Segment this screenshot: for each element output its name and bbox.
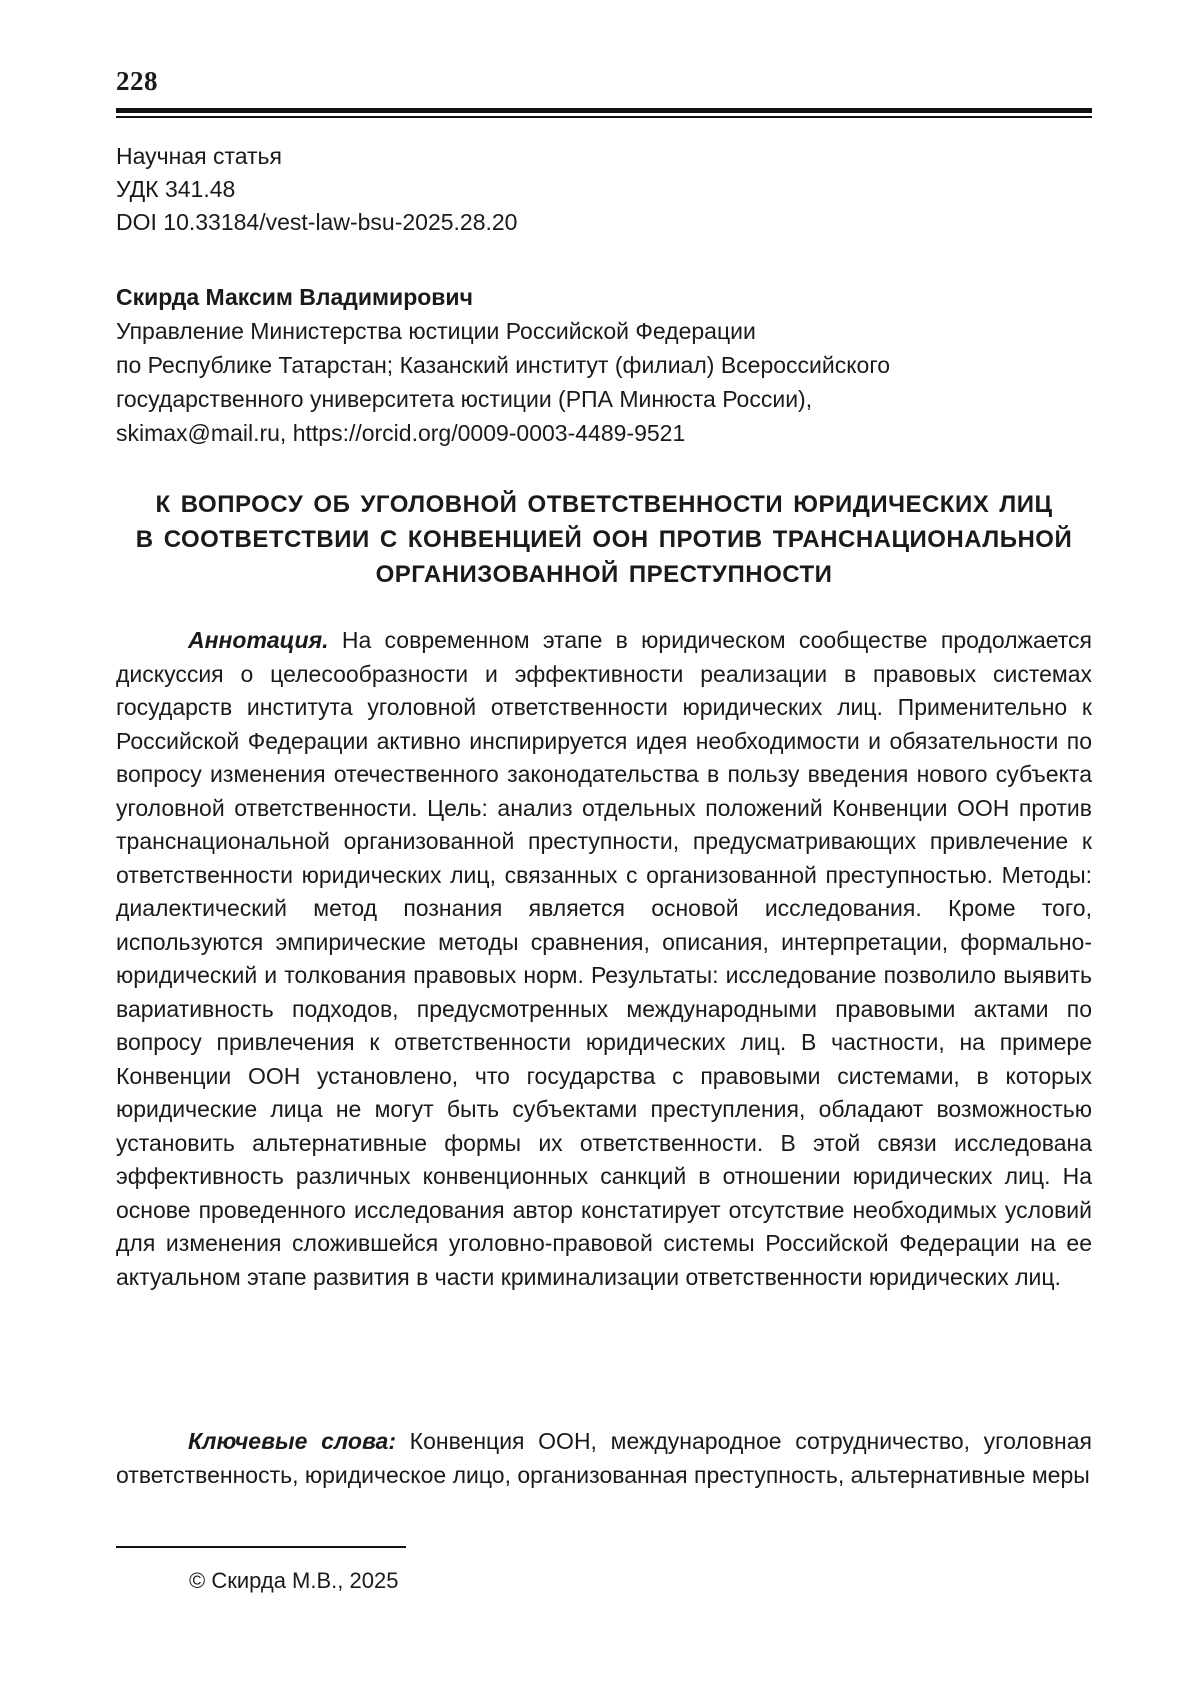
abstract-text: На современном этапе в юридическом сообществе продолжается дискуссия о целесообразности и эффективности реализации в правовых системах государств института уголовной ответственности юридических лиц. Применительно к Российской Федерации активно инспирируется идея необходимости и обязательности по вопросу изменения отечественного законодательства в пользу введения нового субъекта уголовной ответственности. Цель: анализ отдельных положений Конвенции ООН против транснациональной организованной преступности, предусматривающих привлечение к ответственности юридических лиц, связанных с организованной преступностью. Методы: диалектический метод познания является основой исследования. Кроме того, используются эмпирические методы сравнения, описания, интерпретации, формально-юридический и толкования правовых норм. Результаты: исследование позволило выявить вариативность подходов, предусмотренных международными правовыми актами по вопросу привлечения к ответственности юридических лиц. В частности, на примере Конвенции ООН установлено, что государства с правовыми системами, в которых юридические лица не могут быть субъектами преступления, обладают возможностью установить альтернативные формы их ответственности. В этой связи исследована эффективность различных конвенционных санкций в отношении юридических лиц. На основе проведенного исследования автор констатирует отсутствие необходимых условий для изменения сложившейся уголовно-правовой системы Российской Федерации на ее актуальном этапе развития в части криминализации ответственности юридических лиц. [116,627,1092,1290]
title-line: К ВОПРОСУ ОБ УГОЛОВНОЙ ОТВЕТСТВЕННОСТИ ЮРИДИЧЕСКИХ ЛИЦ [155,491,1053,518]
footnote-rule [116,1546,406,1548]
author-name: Скирда Максим Владимирович [116,284,473,310]
keywords-label: Ключевые слова: [188,1428,396,1454]
header-rule-thin [116,116,1092,118]
abstract-label: Аннотация. [188,627,329,653]
article-type: Научная статья [116,143,282,169]
abstract [116,624,1092,1294]
title-line: ОРГАНИЗОВАННОЙ ПРЕСТУПНОСТИ [375,561,833,588]
article-meta [116,140,517,239]
keywords [116,1425,1092,1492]
copyright-notice: © Скирда М.В., 2025 [189,1568,399,1593]
doi: DOI 10.33184/vest-law-bsu-2025.28.20 [116,209,518,235]
page-number: 228 [116,66,158,96]
keywords-text: Конвенция ООН, международное сотрудничество, уголовная ответственность, юридическое лицо, организованная преступность, альтернативные меры [116,1428,1092,1488]
author-contacts: skimax@mail.ru, https://orcid.org/0009-0003-4489-9521 [116,420,686,446]
affiliation-line: Управление Министерства юстиции Российской Федерации [116,318,756,344]
affiliation-line: государственного университета юстиции (РПА Минюста России), [116,386,813,412]
udk-code: УДК 341.48 [116,176,236,202]
title-line: В СООТВЕТСТВИИ С КОНВЕНЦИЕЙ ООН ПРОТИВ ТРАНСНАЦИОНАЛЬНОЙ [135,526,1073,553]
affiliation-line: по Республике Татарстан; Казанский институт (филиал) Всероссийского [116,352,891,378]
author-block [116,280,1096,450]
article-title [116,487,1092,592]
header-rule-thick [116,108,1092,113]
